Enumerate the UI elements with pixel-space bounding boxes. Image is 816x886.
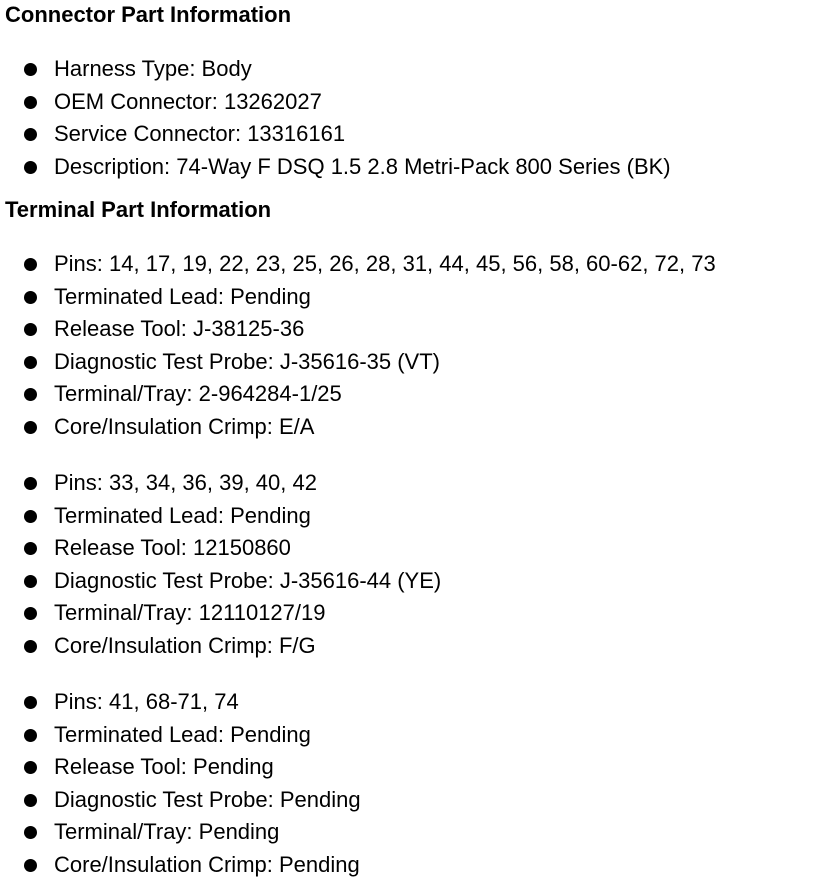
bullet-icon (24, 323, 37, 336)
list-item-text: Service Connector: 13316161 (54, 121, 346, 147)
list-item-text: Diagnostic Test Probe: Pending (54, 786, 361, 812)
bullet-icon (24, 794, 37, 807)
bullet-icon (24, 575, 37, 588)
list-item-text: Core/Insulation Crimp: Pending (54, 851, 360, 877)
bullet-icon (24, 291, 37, 304)
list-item-text: Pins: 14, 17, 19, 22, 23, 25, 26, 28, 31, 44, 45, 56, 58, 60-62, 72, 73 (54, 251, 716, 276)
terminal-section-title: Terminal Part Information (5, 197, 272, 222)
bullet-icon (24, 258, 37, 271)
list-item-text: Terminal/Tray: Pending (54, 819, 280, 845)
bullet-icon (24, 696, 37, 709)
bullet-icon (24, 510, 37, 523)
list-item-text: Release Tool: Pending (54, 754, 274, 780)
list-item-text: Terminated Lead: Pending (54, 502, 311, 528)
bullet-icon (24, 356, 37, 369)
list-item-text: Pins: 33, 34, 36, 39, 40, 42 (54, 470, 317, 495)
bullet-icon (24, 388, 37, 401)
list-item-text: Description: 74-Way F DSQ 1.5 2.8 Metri-Pack 800 Series (BK) (54, 153, 671, 179)
list-item-text: Release Tool: 12150860 (54, 535, 291, 561)
list-item-text: Harness Type: Body (54, 56, 252, 81)
bullet-icon (24, 859, 37, 872)
list-item-text: Release Tool: J-38125-36 (54, 316, 305, 342)
list-item-text: Terminated Lead: Pending (54, 283, 311, 309)
list-item-text: Pins: 41, 68-71, 74 (54, 689, 239, 714)
connector-section-title: Connector Part Information (5, 2, 292, 27)
bullet-icon (24, 607, 37, 620)
bullet-icon (24, 542, 37, 555)
bullet-icon (24, 477, 37, 490)
bullet-icon (24, 826, 37, 839)
bullet-icon (24, 761, 37, 774)
list-item-text: Diagnostic Test Probe: J-35616-44 (YE) (54, 567, 442, 593)
list-item-text: Core/Insulation Crimp: F/G (54, 632, 316, 658)
list-item-text: OEM Connector: 13262027 (54, 88, 322, 114)
list-item-text: Terminated Lead: Pending (54, 721, 311, 747)
bullet-icon (24, 63, 37, 76)
list-item-text: Diagnostic Test Probe: J-35616-35 (VT) (54, 348, 440, 374)
bullet-icon (24, 729, 37, 742)
bullet-icon (24, 161, 37, 174)
bullet-icon (24, 96, 37, 109)
list-item-text: Terminal/Tray: 12110127/19 (54, 600, 326, 626)
list-item-text: Core/Insulation Crimp: E/A (54, 413, 315, 439)
bullet-icon (24, 640, 37, 653)
list-item-text: Terminal/Tray: 2-964284-1/25 (54, 381, 342, 407)
bullet-icon (24, 128, 37, 141)
bullet-icon (24, 421, 37, 434)
